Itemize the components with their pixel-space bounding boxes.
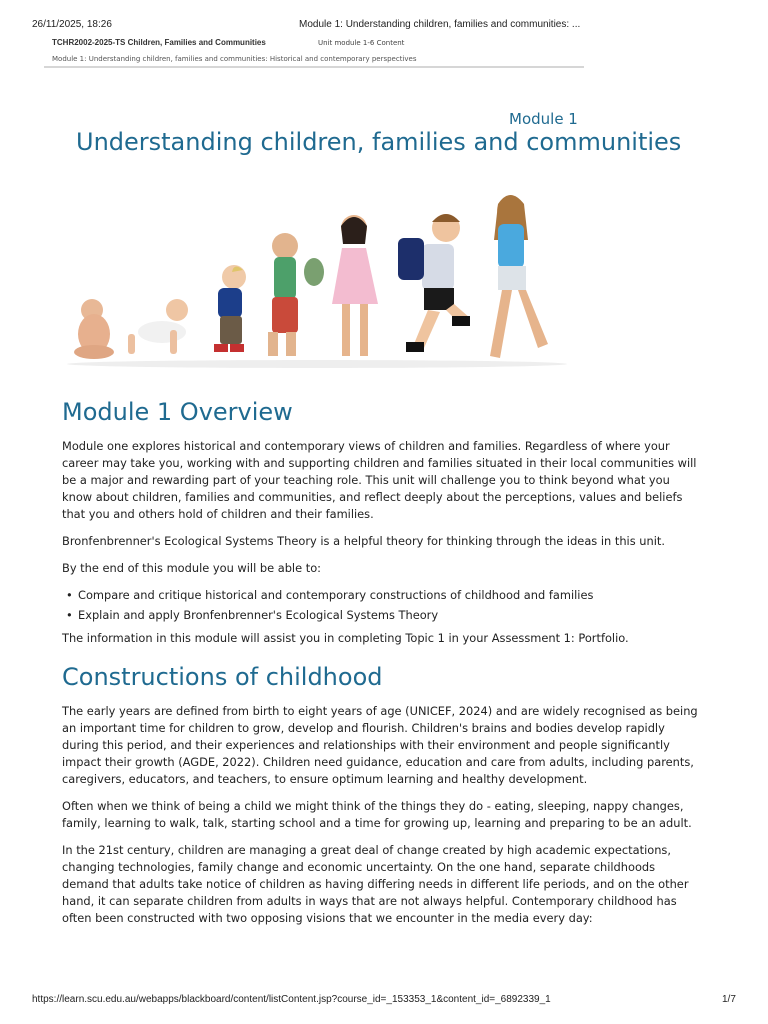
baby-sitting-figure — [74, 299, 114, 359]
course-name-link[interactable]: TCHR2002-2025-TS Children, Families and Communities — [52, 38, 266, 47]
overview-paragraph-2: Bronfenbrenner's Ecological Systems Theory is a helpful theory for thinking through the ideas in this unit. — [62, 534, 665, 548]
learning-outcomes-list — [62, 587, 702, 624]
breadcrumb[interactable]: Module 1: Understanding children, families and communities: Historical and contemporary perspectives — [52, 55, 417, 63]
main-content — [62, 398, 702, 937]
young-boy-figure — [268, 233, 324, 356]
overview-paragraph-4: The information in this module will assist you in completing Topic 1 in your Assessment 1: Portfolio. — [62, 631, 629, 645]
module-label: Module 1 — [509, 110, 578, 128]
schoolboy-figure — [398, 214, 470, 352]
page-title: Understanding children, families and communities — [76, 128, 682, 156]
print-datetime: 26/11/2025, 18:26 — [32, 19, 112, 30]
list-item: • Compare and critique historical and contemporary constructions of childhood and families — [78, 587, 702, 604]
baby-crawling-figure — [128, 299, 188, 354]
child-development-image — [62, 192, 572, 372]
unit-content-link[interactable]: Unit module 1-6 Content — [318, 39, 405, 47]
childhood-heading: Constructions of childhood — [62, 663, 383, 691]
childhood-paragraph-3: In the 21st century, children are managing a great deal of change created by high academic expectations, changing technologies, family change and economic uncertainty. On the one hand, separate childhoods demand that adults take notice of children as having differing needs in different life periods, and on the other hand, it can separate children from adults in ways that are not always helpful. Contemporary childhood has often been constructed with two opposing visions that we encounter in the media every day: — [62, 843, 689, 925]
childhood-paragraph-1: The early years are defined from birth to eight years of age (UNICEF, 2024) and are widely recognised as being an important time for children to grow, develop and flourish. Children's brains and bodies develop rapidly during this period, and their experiences and relationships with their environment and people significantly impact their growth (AGDE, 2022). Children need guidance, education and care from adults, including parents, caregivers, educators, and teachers, to ensure optimum learning and healthy development. — [62, 704, 698, 786]
overview-paragraph-3: By the end of this module you will be able to: — [62, 561, 321, 575]
girl-blue-top-figure — [490, 195, 548, 358]
girl-pink-dress-figure — [332, 215, 378, 356]
divider — [44, 66, 584, 68]
overview-heading: Module 1 Overview — [62, 398, 293, 426]
toddler-figure — [214, 265, 246, 352]
print-title: Module 1: Understanding children, families and communities: ... — [299, 19, 581, 30]
list-item: • Explain and apply Bronfenbrenner's Ecological Systems Theory — [78, 607, 702, 624]
print-url: https://learn.scu.edu.au/webapps/blackboard/content/listContent.jsp?course_id=_153353_1&content_id=_6892339_1 — [32, 994, 551, 1005]
childhood-paragraph-2: Often when we think of being a child we might think of the things they do - eating, sleeping, nappy changes, family, learning to walk, talk, starting school and a time for growing up, learning and preparing to be an adult. — [62, 799, 692, 830]
course-bar — [44, 35, 584, 68]
overview-paragraph-1: Module one explores historical and contemporary views of children and families. Regardless of where your career may take you, working with and supporting children and families situated in their local communities will be a major and rewarding part of your teaching role. This unit will challenge you to think beyond what you know about children, families and communities, and reflect deeply about the perceptions, values and beliefs that you and others hold of children and their families. — [62, 439, 697, 521]
page-number: 1/7 — [722, 994, 736, 1005]
